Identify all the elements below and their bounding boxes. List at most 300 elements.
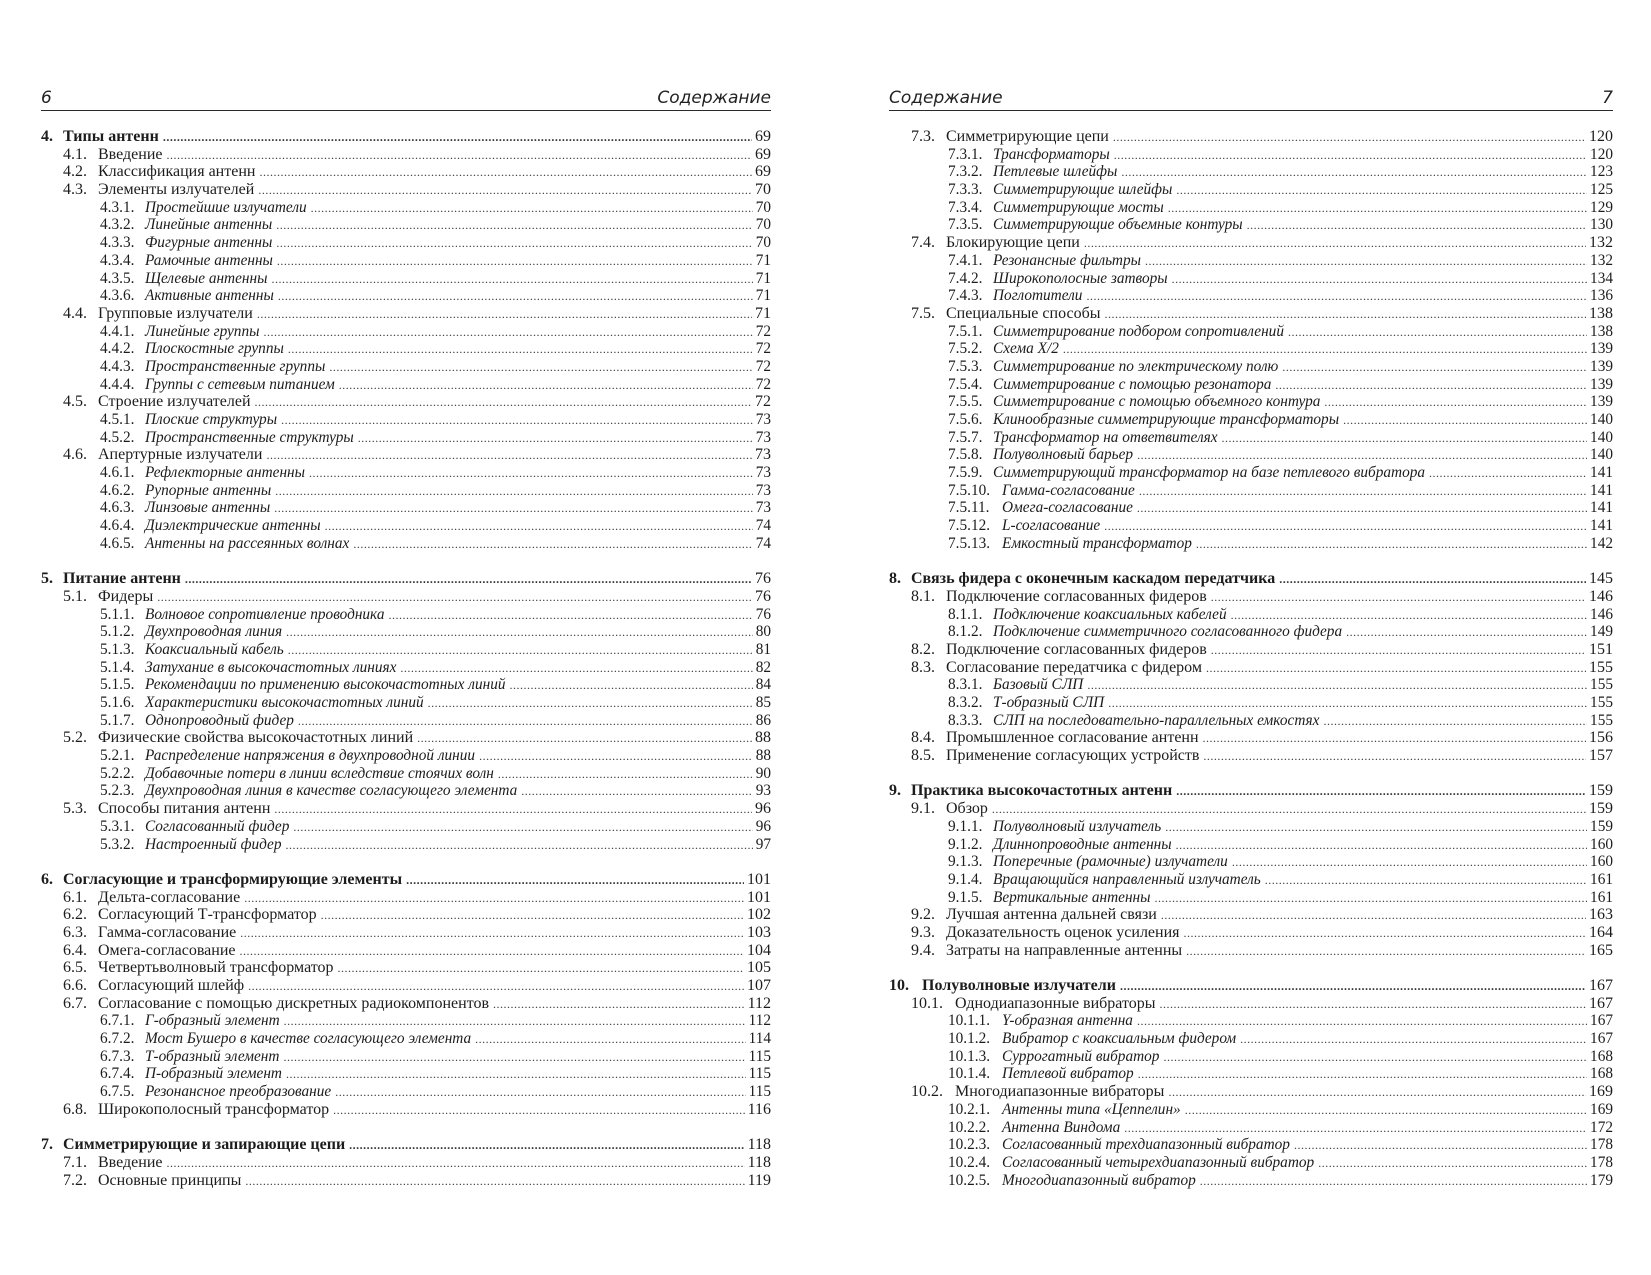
dot-leader <box>1113 129 1586 147</box>
toc-subsection[interactable] <box>889 482 1613 500</box>
toc-entry-page: 142 <box>1590 534 1613 552</box>
toc-subsection[interactable] <box>41 641 771 659</box>
toc-entry-page: 71 <box>755 287 771 305</box>
toc-entry-page: 129 <box>1590 198 1613 216</box>
dot-leader <box>288 341 753 359</box>
toc-entry-title: Связь фидера с оконечным каскадом передатчика <box>911 570 1276 588</box>
toc-subsection[interactable] <box>41 287 771 305</box>
toc-subsection[interactable] <box>41 1030 771 1048</box>
dot-leader <box>406 872 744 890</box>
toc-entry-title: Плоские структуры <box>145 411 278 428</box>
toc-entry-title: Симметрирующие шлейфы <box>993 181 1173 199</box>
toc-entry-page: 72 <box>755 393 771 411</box>
toc-entry-number: 4.3.1. <box>100 198 135 216</box>
toc-section[interactable] <box>41 924 771 942</box>
toc-subsection[interactable] <box>889 1065 1613 1083</box>
toc-subsection[interactable] <box>41 376 771 394</box>
toc-subsection[interactable] <box>889 181 1613 199</box>
toc-subsection[interactable] <box>889 606 1613 624</box>
toc-subsection[interactable] <box>889 499 1613 517</box>
toc-subsection[interactable] <box>41 517 771 535</box>
right-page-header <box>889 86 1613 111</box>
toc-entry-number: 4.6.4. <box>100 517 135 535</box>
toc-subsection[interactable] <box>889 1048 1613 1066</box>
toc-entry-page: 118 <box>747 1136 771 1154</box>
toc-section[interactable] <box>41 729 771 747</box>
toc-subsection[interactable] <box>889 358 1613 376</box>
toc-section[interactable] <box>889 588 1613 606</box>
toc-entry-page: 140 <box>1590 428 1613 446</box>
toc-section[interactable] <box>889 995 1613 1013</box>
toc-subsection[interactable] <box>41 659 771 677</box>
toc-entry-page: 72 <box>755 357 771 375</box>
toc-subsection[interactable] <box>41 464 771 482</box>
dot-leader <box>293 819 752 837</box>
toc-entry-page: 157 <box>1589 747 1613 765</box>
toc-entry-title: Петлевые шлейфы <box>993 163 1118 181</box>
dot-leader <box>329 359 752 377</box>
toc-subsection[interactable] <box>889 517 1613 535</box>
toc-entry-page: 140 <box>1590 411 1613 428</box>
dot-leader <box>1120 978 1586 996</box>
toc-entry-number: 9.2. <box>911 906 935 924</box>
dot-leader <box>1114 147 1587 165</box>
dot-leader <box>1168 200 1587 218</box>
dot-leader <box>498 766 753 784</box>
toc-subsection[interactable] <box>41 429 771 447</box>
dot-leader <box>1163 1049 1587 1067</box>
toc-entry-title: Фидеры <box>98 587 154 605</box>
toc-entry-title: СЛП на последовательно-параллельных емкостях <box>993 711 1320 729</box>
toc-entry-page: 85 <box>755 694 771 711</box>
left-page <box>41 0 771 1275</box>
toc-entry-page: 136 <box>1590 287 1613 305</box>
toc-subsection[interactable] <box>889 163 1613 181</box>
toc-subsection[interactable] <box>889 1012 1613 1030</box>
toc-entry-title: Г-образный элемент <box>145 1012 280 1030</box>
toc-entry-title: Широкополосные затворы <box>993 269 1168 287</box>
toc-entry-title: Симметрирование подбором сопротивлений <box>993 322 1284 340</box>
toc-subsection[interactable] <box>41 482 771 500</box>
toc-subsection[interactable] <box>889 376 1613 394</box>
toc-chapter[interactable] <box>41 570 771 588</box>
toc-subsection[interactable] <box>889 429 1613 447</box>
toc-entry-number: 5.2.3. <box>100 782 135 800</box>
toc-section[interactable] <box>889 747 1613 765</box>
toc-entry-number: 4.6.2. <box>100 481 135 499</box>
toc-entry-number: 10.1.1. <box>948 1012 991 1030</box>
toc-subsection[interactable] <box>889 1154 1613 1172</box>
toc-section[interactable] <box>41 446 771 464</box>
dot-leader <box>167 147 753 165</box>
toc-entry-page: 160 <box>1590 853 1613 871</box>
toc-section[interactable] <box>889 942 1613 960</box>
toc-chapter[interactable] <box>889 977 1613 995</box>
toc-entry-title: Основные принципы <box>98 1171 242 1189</box>
toc-entry-number: 5.1.4. <box>100 658 135 676</box>
toc-subsection[interactable] <box>889 818 1613 836</box>
toc-subsection[interactable] <box>41 676 771 694</box>
dot-leader <box>338 960 744 978</box>
toc-chapter[interactable] <box>41 1136 771 1154</box>
dot-leader <box>167 1155 745 1173</box>
toc-entry-title: Многодиапазонные вибраторы <box>955 1083 1165 1101</box>
dot-leader <box>1165 819 1587 837</box>
toc-subsection[interactable] <box>41 1065 771 1083</box>
toc-subsection[interactable] <box>889 535 1613 553</box>
toc-subsection[interactable] <box>889 411 1613 429</box>
dot-leader <box>349 1137 744 1155</box>
toc-subsection[interactable] <box>41 836 771 854</box>
toc-entry-page: 116 <box>747 1100 771 1118</box>
toc-entry-page: 82 <box>755 658 771 676</box>
toc-subsection[interactable] <box>41 270 771 288</box>
toc-entry-page: 71 <box>755 251 771 269</box>
toc-entry-title: Затухание в высокочастотных линиях <box>145 658 397 676</box>
toc-entry-title: Активные антенны <box>145 287 274 305</box>
toc-section[interactable] <box>41 163 771 181</box>
toc-entry-number: 9.1.2. <box>948 835 983 853</box>
toc-entry-number: 6. <box>41 870 53 888</box>
toc-entry-title: Емкостный трансформатор <box>1002 534 1192 552</box>
toc-subsection[interactable] <box>41 252 771 270</box>
toc-entry-number: 9.1.3. <box>948 853 983 871</box>
toc-entry-title: Питание антенн <box>63 570 181 588</box>
toc-section[interactable] <box>41 588 771 606</box>
toc-subsection[interactable] <box>889 340 1613 358</box>
toc-entry-page: 165 <box>1589 941 1613 959</box>
dot-leader <box>244 890 744 908</box>
toc-chapter[interactable] <box>889 782 1613 800</box>
toc-entry-number: 10.1.3. <box>948 1047 991 1065</box>
toc-subsection[interactable] <box>41 818 771 836</box>
dot-leader <box>1108 695 1587 713</box>
toc-subsection[interactable] <box>41 765 771 783</box>
toc-entry-page: 69 <box>755 163 771 181</box>
toc-entry-page: 155 <box>1590 694 1613 711</box>
toc-section[interactable] <box>889 305 1613 323</box>
toc-section[interactable] <box>41 995 771 1013</box>
toc-entry-number: 5.1.2. <box>100 623 135 641</box>
toc-entry-page: 141 <box>1590 499 1613 517</box>
toc-entry-title: Многодиапазонный вибратор <box>1002 1171 1196 1189</box>
toc-entry-number: 6.7. <box>63 994 87 1012</box>
toc-entry-title: Вибратор с коаксиальным фидером <box>1002 1030 1237 1048</box>
toc-subsection[interactable] <box>889 1101 1613 1119</box>
toc-entry-title: Апертурные излучатели <box>98 446 263 464</box>
toc-entry-number: 7.5.5. <box>948 393 983 411</box>
toc-section[interactable] <box>889 641 1613 659</box>
toc-entry-page: 118 <box>747 1153 771 1171</box>
dot-leader <box>1145 253 1587 271</box>
right-page <box>889 0 1613 1275</box>
toc-entry-page: 159 <box>1589 782 1613 800</box>
toc-entry-number: 7.5.6. <box>948 411 983 428</box>
toc-section[interactable] <box>41 181 771 199</box>
toc-entry-number: 5.1.3. <box>100 640 135 658</box>
dot-leader <box>271 271 752 289</box>
toc-subsection[interactable] <box>889 446 1613 464</box>
toc-subsection[interactable] <box>41 499 771 517</box>
dot-leader <box>1138 1066 1587 1084</box>
toc-entry-number: 7.5.12. <box>948 517 991 535</box>
toc-subsection[interactable] <box>889 853 1613 871</box>
toc-entry-number: 7.3.4. <box>948 198 983 216</box>
section-gap <box>41 553 771 571</box>
toc-subsection[interactable] <box>41 340 771 358</box>
section-gap <box>41 853 771 871</box>
dot-leader <box>286 837 753 855</box>
toc-entry-title: Подключение симметричного согласованного фидера <box>993 623 1343 641</box>
toc-subsection[interactable] <box>41 535 771 553</box>
dot-leader <box>1155 890 1588 908</box>
toc-section[interactable] <box>41 800 771 818</box>
toc-entry-page: 149 <box>1590 623 1613 641</box>
toc-entry-number: 10.2. <box>911 1083 943 1101</box>
dot-leader <box>298 713 753 731</box>
toc-subsection[interactable] <box>41 234 771 252</box>
toc-entry-title: Типы антенн <box>63 128 159 145</box>
dot-leader <box>266 447 752 465</box>
toc-subsection[interactable] <box>889 252 1613 270</box>
toc-subsection[interactable] <box>889 1030 1613 1048</box>
toc-subsection[interactable] <box>889 1172 1613 1190</box>
toc-entry-title: Симметрирование по электрическому полю <box>993 357 1279 375</box>
toc-entry-page: 96 <box>755 817 771 835</box>
toc-subsection[interactable] <box>41 411 771 429</box>
toc-entry-title: Трансформатор на ответвителях <box>993 428 1218 446</box>
toc-entry-title: Согласованный фидер <box>145 817 290 835</box>
toc-subsection[interactable] <box>889 889 1613 907</box>
toc-entry-page: 119 <box>747 1171 771 1189</box>
toc-subsection[interactable] <box>41 747 771 765</box>
toc-section[interactable] <box>41 146 771 164</box>
toc-entry-page: 169 <box>1589 1083 1613 1101</box>
toc-chapter[interactable] <box>41 871 771 889</box>
toc-section[interactable] <box>889 906 1613 924</box>
toc-subsection[interactable] <box>41 199 771 217</box>
dot-leader <box>428 695 753 713</box>
toc-subsection[interactable] <box>889 199 1613 217</box>
toc-subsection[interactable] <box>41 606 771 624</box>
toc-entry-number: 7.5.10. <box>948 481 991 499</box>
toc-section[interactable] <box>41 305 771 323</box>
toc-entry-number: 6.7.3. <box>100 1047 135 1065</box>
toc-entry-page: 155 <box>1590 711 1613 729</box>
toc-entry-page: 130 <box>1590 216 1613 234</box>
dot-leader <box>1176 783 1586 801</box>
dot-leader <box>1232 854 1587 872</box>
toc-entry-title: L-согласование <box>1002 517 1101 535</box>
toc-entry-page: 105 <box>747 959 771 977</box>
toc-entry-number: 8.2. <box>911 640 935 658</box>
toc-section[interactable] <box>889 659 1613 677</box>
toc-entry-number: 6.7.1. <box>100 1012 135 1030</box>
toc-entry-page: 112 <box>748 1012 771 1030</box>
toc-section[interactable] <box>889 128 1613 146</box>
toc-entry-page: 159 <box>1589 800 1613 818</box>
toc-section[interactable] <box>41 959 771 977</box>
toc-subsection[interactable] <box>889 216 1613 234</box>
dot-leader <box>1240 1031 1587 1049</box>
section-gap <box>889 765 1613 783</box>
toc-section[interactable] <box>41 1101 771 1119</box>
toc-section[interactable] <box>41 1172 771 1190</box>
toc-subsection[interactable] <box>889 836 1613 854</box>
dot-leader <box>1211 589 1586 607</box>
toc-subsection[interactable] <box>889 712 1613 730</box>
toc-subsection[interactable] <box>41 358 771 376</box>
toc-entry-title: Настроенный фидер <box>145 835 282 853</box>
toc-subsection[interactable] <box>889 1136 1613 1154</box>
dot-leader <box>1429 465 1587 483</box>
toc-entry-title: Линзовые антенны <box>145 499 271 517</box>
toc-entry-number: 9.1.1. <box>948 817 983 835</box>
toc-entry-title: Симметрирующие объемные контуры <box>993 216 1243 234</box>
toc-entry-number: 4.3. <box>63 181 87 199</box>
toc-entry-title: Лучшая антенна дальней связи <box>946 906 1157 924</box>
dot-leader <box>1104 306 1586 324</box>
toc-entry-title: Широкополосный трансформатор <box>98 1100 330 1118</box>
toc-entry-page: 107 <box>747 977 771 994</box>
toc-entry-number: 7. <box>41 1136 53 1154</box>
toc-entry-number: 10.2.2. <box>948 1118 991 1136</box>
toc-entry-page: 74 <box>755 517 771 535</box>
toc-entry-number: 4.5.2. <box>100 428 135 446</box>
dot-leader <box>417 730 752 748</box>
dot-leader <box>239 943 744 961</box>
toc-entry-number: 10.1. <box>911 994 943 1012</box>
toc-entry-number: 7.4.2. <box>948 269 983 287</box>
page-number: 6 <box>41 88 52 108</box>
toc-section[interactable] <box>889 1083 1613 1101</box>
toc-entry-page: 161 <box>1590 888 1613 906</box>
toc-entry-title: Вертикальные антенны <box>993 888 1151 906</box>
toc-entry-page: 73 <box>755 464 771 482</box>
toc-subsection[interactable] <box>889 464 1613 482</box>
toc-entry-page: 112 <box>747 994 771 1012</box>
toc-subsection[interactable] <box>889 1119 1613 1137</box>
toc-section[interactable] <box>41 942 771 960</box>
toc-entry-page: 115 <box>748 1083 771 1101</box>
dot-leader <box>286 624 753 642</box>
toc-chapter[interactable] <box>889 570 1613 588</box>
toc-entry-title: Согласующий Т-трансформатор <box>98 906 317 924</box>
toc-subsection[interactable] <box>889 146 1613 164</box>
toc-entry-title: Диэлектрические антенны <box>145 517 321 535</box>
toc-entry-title: Введение <box>98 145 163 163</box>
toc-subsection[interactable] <box>41 1048 771 1066</box>
toc-section[interactable] <box>41 393 771 411</box>
toc-entry-number: 4.6.1. <box>100 464 135 482</box>
toc-entry-number: 5.1.5. <box>100 676 135 694</box>
dot-leader <box>1282 359 1587 377</box>
toc-entry-number: 10.2.5. <box>948 1171 991 1189</box>
toc-subsection[interactable] <box>889 871 1613 889</box>
toc-entry-title: Однопроводный фидер <box>145 711 294 729</box>
toc-entry-number: 6.3. <box>63 923 87 941</box>
toc-subsection[interactable] <box>41 1012 771 1030</box>
toc-entry-title: Фигурные антенны <box>145 234 273 252</box>
toc-subsection[interactable] <box>889 676 1613 694</box>
toc-subsection[interactable] <box>41 623 771 641</box>
toc-subsection[interactable] <box>41 1083 771 1101</box>
dot-leader <box>1063 341 1587 359</box>
toc-entry-title: Классификация антенн <box>98 163 256 181</box>
toc-entry-page: 93 <box>755 782 771 800</box>
toc-subsection[interactable] <box>889 623 1613 641</box>
toc-entry-number: 4.5.1. <box>100 411 135 428</box>
toc-subsection[interactable] <box>41 323 771 341</box>
toc-entry-page: 145 <box>1589 570 1613 588</box>
page-number: 7 <box>1602 88 1613 108</box>
dot-leader <box>288 642 753 660</box>
dot-leader <box>1176 182 1587 200</box>
toc-section[interactable] <box>889 800 1613 818</box>
toc-entry-title: Распределение напряжения в двухпроводной линии <box>145 747 476 765</box>
toc-section[interactable] <box>41 1154 771 1172</box>
dot-leader <box>1186 943 1586 961</box>
toc-entry-page: 81 <box>755 640 771 658</box>
toc-entry-number: 6.5. <box>63 959 87 977</box>
toc-entry-number: 7.5.11. <box>948 499 990 517</box>
toc-section[interactable] <box>41 977 771 995</box>
toc-chapter[interactable] <box>41 128 771 146</box>
toc-entry-page: 80 <box>755 623 771 641</box>
toc-entry-number: 4.4.4. <box>100 375 135 393</box>
toc-subsection[interactable] <box>889 270 1613 288</box>
toc-subsection[interactable] <box>889 323 1613 341</box>
toc-section[interactable] <box>41 889 771 907</box>
toc-subsection[interactable] <box>889 393 1613 411</box>
toc-entry-title: Подключение согласованных фидеров <box>946 640 1207 658</box>
dot-leader <box>1084 235 1586 253</box>
toc-entry-title: Способы питания антенн <box>98 800 271 818</box>
toc-entry-page: 104 <box>747 941 771 959</box>
dot-leader <box>358 430 753 448</box>
toc-subsection[interactable] <box>889 694 1613 712</box>
toc-subsection[interactable] <box>41 782 771 800</box>
toc-entry-number: 6.4. <box>63 941 87 959</box>
toc-section[interactable] <box>889 924 1613 942</box>
toc-section[interactable] <box>889 729 1613 747</box>
toc-entry-page: 103 <box>747 923 771 941</box>
toc-entry-title: Четвертьволновый трансформатор <box>98 959 334 977</box>
toc-entry-page: 138 <box>1589 304 1613 322</box>
dot-leader <box>255 394 752 412</box>
toc-section[interactable] <box>41 906 771 924</box>
toc-entry-title: Антенна Виндома <box>1002 1118 1121 1136</box>
toc-entry-number: 6.1. <box>63 888 87 906</box>
toc-section[interactable] <box>889 234 1613 252</box>
toc-entry-page: 169 <box>1590 1100 1613 1118</box>
toc-subsection[interactable] <box>41 216 771 234</box>
toc-entry-page: 102 <box>747 906 771 924</box>
toc-entry-page: 168 <box>1590 1065 1613 1083</box>
toc-subsection[interactable] <box>41 694 771 712</box>
toc-entry-page: 76 <box>755 605 771 623</box>
toc-entry-page: 115 <box>748 1047 771 1065</box>
toc-entry-page: 84 <box>755 676 771 694</box>
toc-entry-number: 4.3.3. <box>100 234 135 252</box>
toc-subsection[interactable] <box>889 287 1613 305</box>
toc-subsection[interactable] <box>41 712 771 730</box>
toc-entry-page: 139 <box>1590 393 1613 411</box>
toc-entry-number: 7.3.1. <box>948 145 983 163</box>
dot-leader <box>157 589 752 607</box>
dot-leader <box>1104 518 1587 536</box>
toc-entry-page: 101 <box>747 888 771 906</box>
